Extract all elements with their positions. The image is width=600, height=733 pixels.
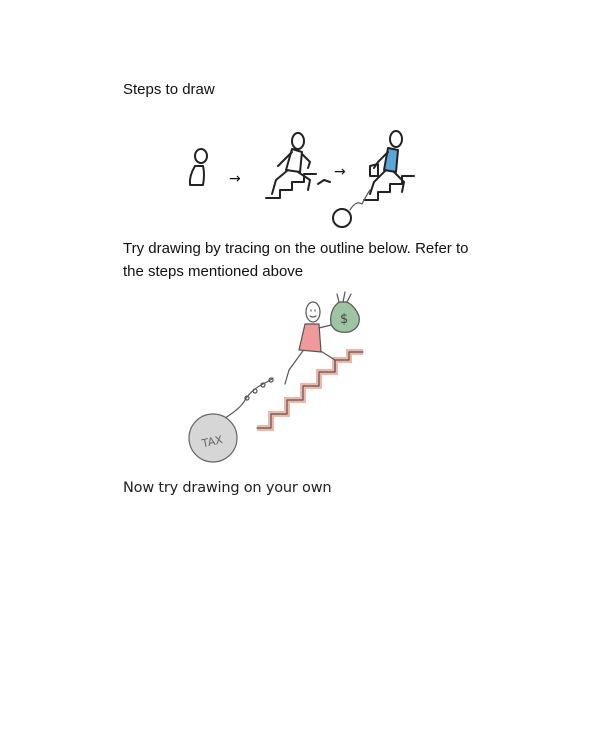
stairs (257, 352, 363, 428)
dollar-label: $ (340, 312, 349, 327)
instruction-line-1: Try drawing by tracing on the outline below. Refer to (123, 240, 469, 257)
step-arrow-2: → (334, 164, 346, 180)
step-1-drawing (183, 148, 213, 193)
instruction-text (123, 237, 483, 283)
step-2-drawing (258, 132, 338, 202)
step-3-drawing (330, 130, 425, 230)
tax-label: TAX (200, 433, 224, 451)
draw-on-own-prompt: Now try drawing on your own (123, 480, 332, 496)
head (306, 302, 320, 322)
step-arrow-1: → (229, 171, 241, 187)
tracing-illustration (185, 288, 385, 468)
torso (299, 324, 321, 352)
instruction-line-2: the steps mentioned above (123, 263, 304, 280)
steps-heading: Steps to draw (123, 81, 215, 98)
